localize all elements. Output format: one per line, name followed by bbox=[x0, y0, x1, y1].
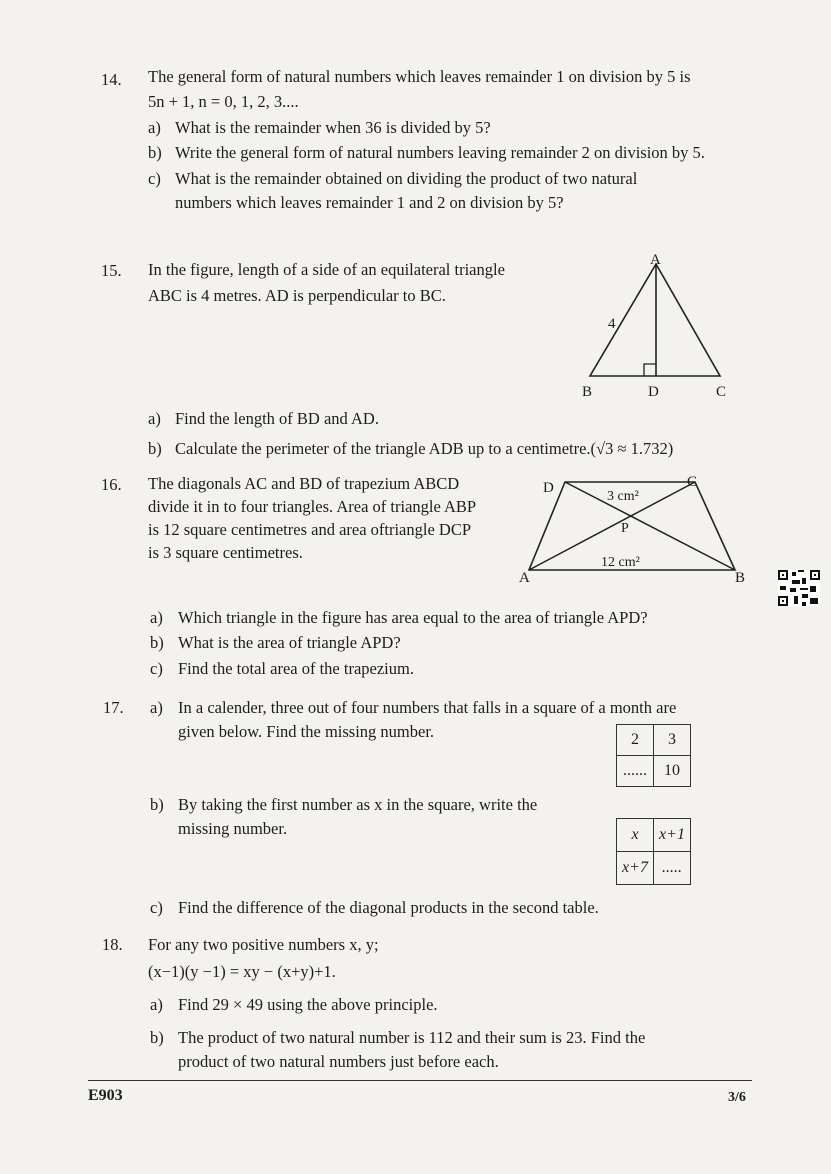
vertex-label-d: D bbox=[648, 384, 659, 400]
q14-c-label: c) bbox=[148, 169, 161, 188]
q14-stem-line2: 5n + 1, n = 0, 1, 2, 3.... bbox=[148, 92, 299, 111]
table-cell: 10 bbox=[654, 756, 691, 787]
q15-a-text: Find the length of BD and AD. bbox=[175, 409, 379, 428]
vertex-label-c: C bbox=[687, 474, 698, 490]
vertex-label-a: A bbox=[650, 252, 661, 268]
question-number: 16. bbox=[101, 475, 122, 494]
q17-b-line2: missing number. bbox=[178, 819, 288, 838]
q14-a-label: a) bbox=[148, 118, 161, 137]
q16-b-text: What is the area of triangle APD? bbox=[178, 633, 401, 652]
q18-stem-line2: (x−1)(y −1) = xy − (x+y)+1. bbox=[148, 962, 336, 981]
q17-b-line1: By taking the first number as x in the square, write the bbox=[178, 795, 538, 814]
q18-b-line2: product of two natural numbers just before each. bbox=[178, 1052, 499, 1071]
vertex-label-a: A bbox=[519, 570, 530, 586]
q18-a-label: a) bbox=[150, 995, 163, 1014]
q14-a-text: What is the remainder when 36 is divided by 5? bbox=[175, 118, 491, 137]
q17-c-text: Find the difference of the diagonal products in the second table. bbox=[178, 898, 599, 917]
q18-b-label: b) bbox=[150, 1028, 164, 1047]
q14-stem-line1: The general form of natural numbers which leaves remainder 1 on division by 5 is bbox=[148, 67, 691, 86]
q15-stem-line1: In the figure, length of a side of an equilateral triangle bbox=[148, 260, 505, 279]
question-number: 15. bbox=[101, 261, 122, 280]
q14-b-text: Write the general form of natural numbers leaving remainder 2 on division by 5. bbox=[175, 143, 705, 162]
q14-c-line1: What is the remainder obtained on dividing the product of two natural bbox=[175, 169, 638, 188]
q17-c-label: c) bbox=[150, 898, 163, 917]
q16-c-label: c) bbox=[150, 659, 163, 678]
table-cell: ..... bbox=[654, 852, 691, 885]
calendar-square-numbers bbox=[616, 724, 691, 787]
q16-a-text: Which triangle in the figure has area equal to the area of triangle APD? bbox=[178, 608, 648, 627]
q17-a-line1: In a calender, three out of four numbers that falls in a square of a month are bbox=[178, 698, 677, 717]
q16-stem-line1: The diagonals AC and BD of trapezium ABCD bbox=[148, 474, 460, 493]
page-number: 3/6 bbox=[728, 1090, 746, 1105]
table-cell: ...... bbox=[617, 756, 654, 787]
q17-a-line2: given below. Find the missing number. bbox=[178, 722, 435, 741]
q14-c-line2: numbers which leaves remainder 1 and 2 on division by 5? bbox=[175, 193, 564, 212]
paper-code: E903 bbox=[88, 1087, 123, 1104]
q15-a-label: a) bbox=[148, 409, 161, 428]
q14-b-label: b) bbox=[148, 143, 162, 162]
qr-code-icon bbox=[778, 570, 820, 606]
area-label-top: 3 cm² bbox=[607, 489, 639, 504]
question-number: 18. bbox=[102, 935, 123, 954]
q15-b-label: b) bbox=[148, 439, 162, 458]
vertex-label-d: D bbox=[543, 480, 554, 496]
question-number: 17. bbox=[103, 698, 124, 717]
q17-a-label: a) bbox=[150, 698, 163, 717]
area-label-bottom: 12 cm² bbox=[601, 555, 640, 570]
q16-stem-line2: divide it in to four triangles. Area of triangle ABP bbox=[148, 497, 477, 516]
q16-stem-line4: is 3 square centimetres. bbox=[148, 543, 303, 562]
footer-divider bbox=[88, 1080, 752, 1081]
vertex-label-b: B bbox=[582, 384, 593, 400]
table-cell: x+7 bbox=[617, 852, 654, 885]
table-cell: x+1 bbox=[654, 819, 691, 852]
q16-c-text: Find the total area of the trapezium. bbox=[178, 659, 414, 678]
q16-stem-line3: is 12 square centimetres and area oftriangle DCP bbox=[148, 520, 472, 539]
q18-b-line1: The product of two natural number is 112 and their sum is 23. Find the bbox=[178, 1028, 646, 1047]
intersection-label-p: P bbox=[621, 521, 629, 536]
trapezium-figure bbox=[515, 470, 755, 588]
q15-stem-line2: ABC is 4 metres. AD is perpendicular to BC. bbox=[148, 286, 446, 305]
q18-a-text: Find 29 × 49 using the above principle. bbox=[178, 995, 438, 1014]
question-number: 14. bbox=[101, 70, 122, 89]
vertex-label-b: B bbox=[735, 570, 746, 586]
side-length-label: 4 bbox=[608, 316, 616, 332]
q16-a-label: a) bbox=[150, 608, 163, 627]
table-cell: x bbox=[617, 819, 654, 852]
q17-b-label: b) bbox=[150, 795, 164, 814]
table-cell: 2 bbox=[617, 725, 654, 756]
equilateral-triangle-figure bbox=[570, 248, 750, 406]
q15-b-text: Calculate the perimeter of the triangle ADB up to a centimetre.(√3 ≈ 1.732) bbox=[175, 439, 674, 458]
q16-b-label: b) bbox=[150, 633, 164, 652]
vertex-label-c: C bbox=[716, 384, 727, 400]
table-cell: 3 bbox=[654, 725, 691, 756]
calendar-square-variables bbox=[616, 818, 691, 885]
q18-stem-line1: For any two positive numbers x, y; bbox=[148, 935, 379, 954]
